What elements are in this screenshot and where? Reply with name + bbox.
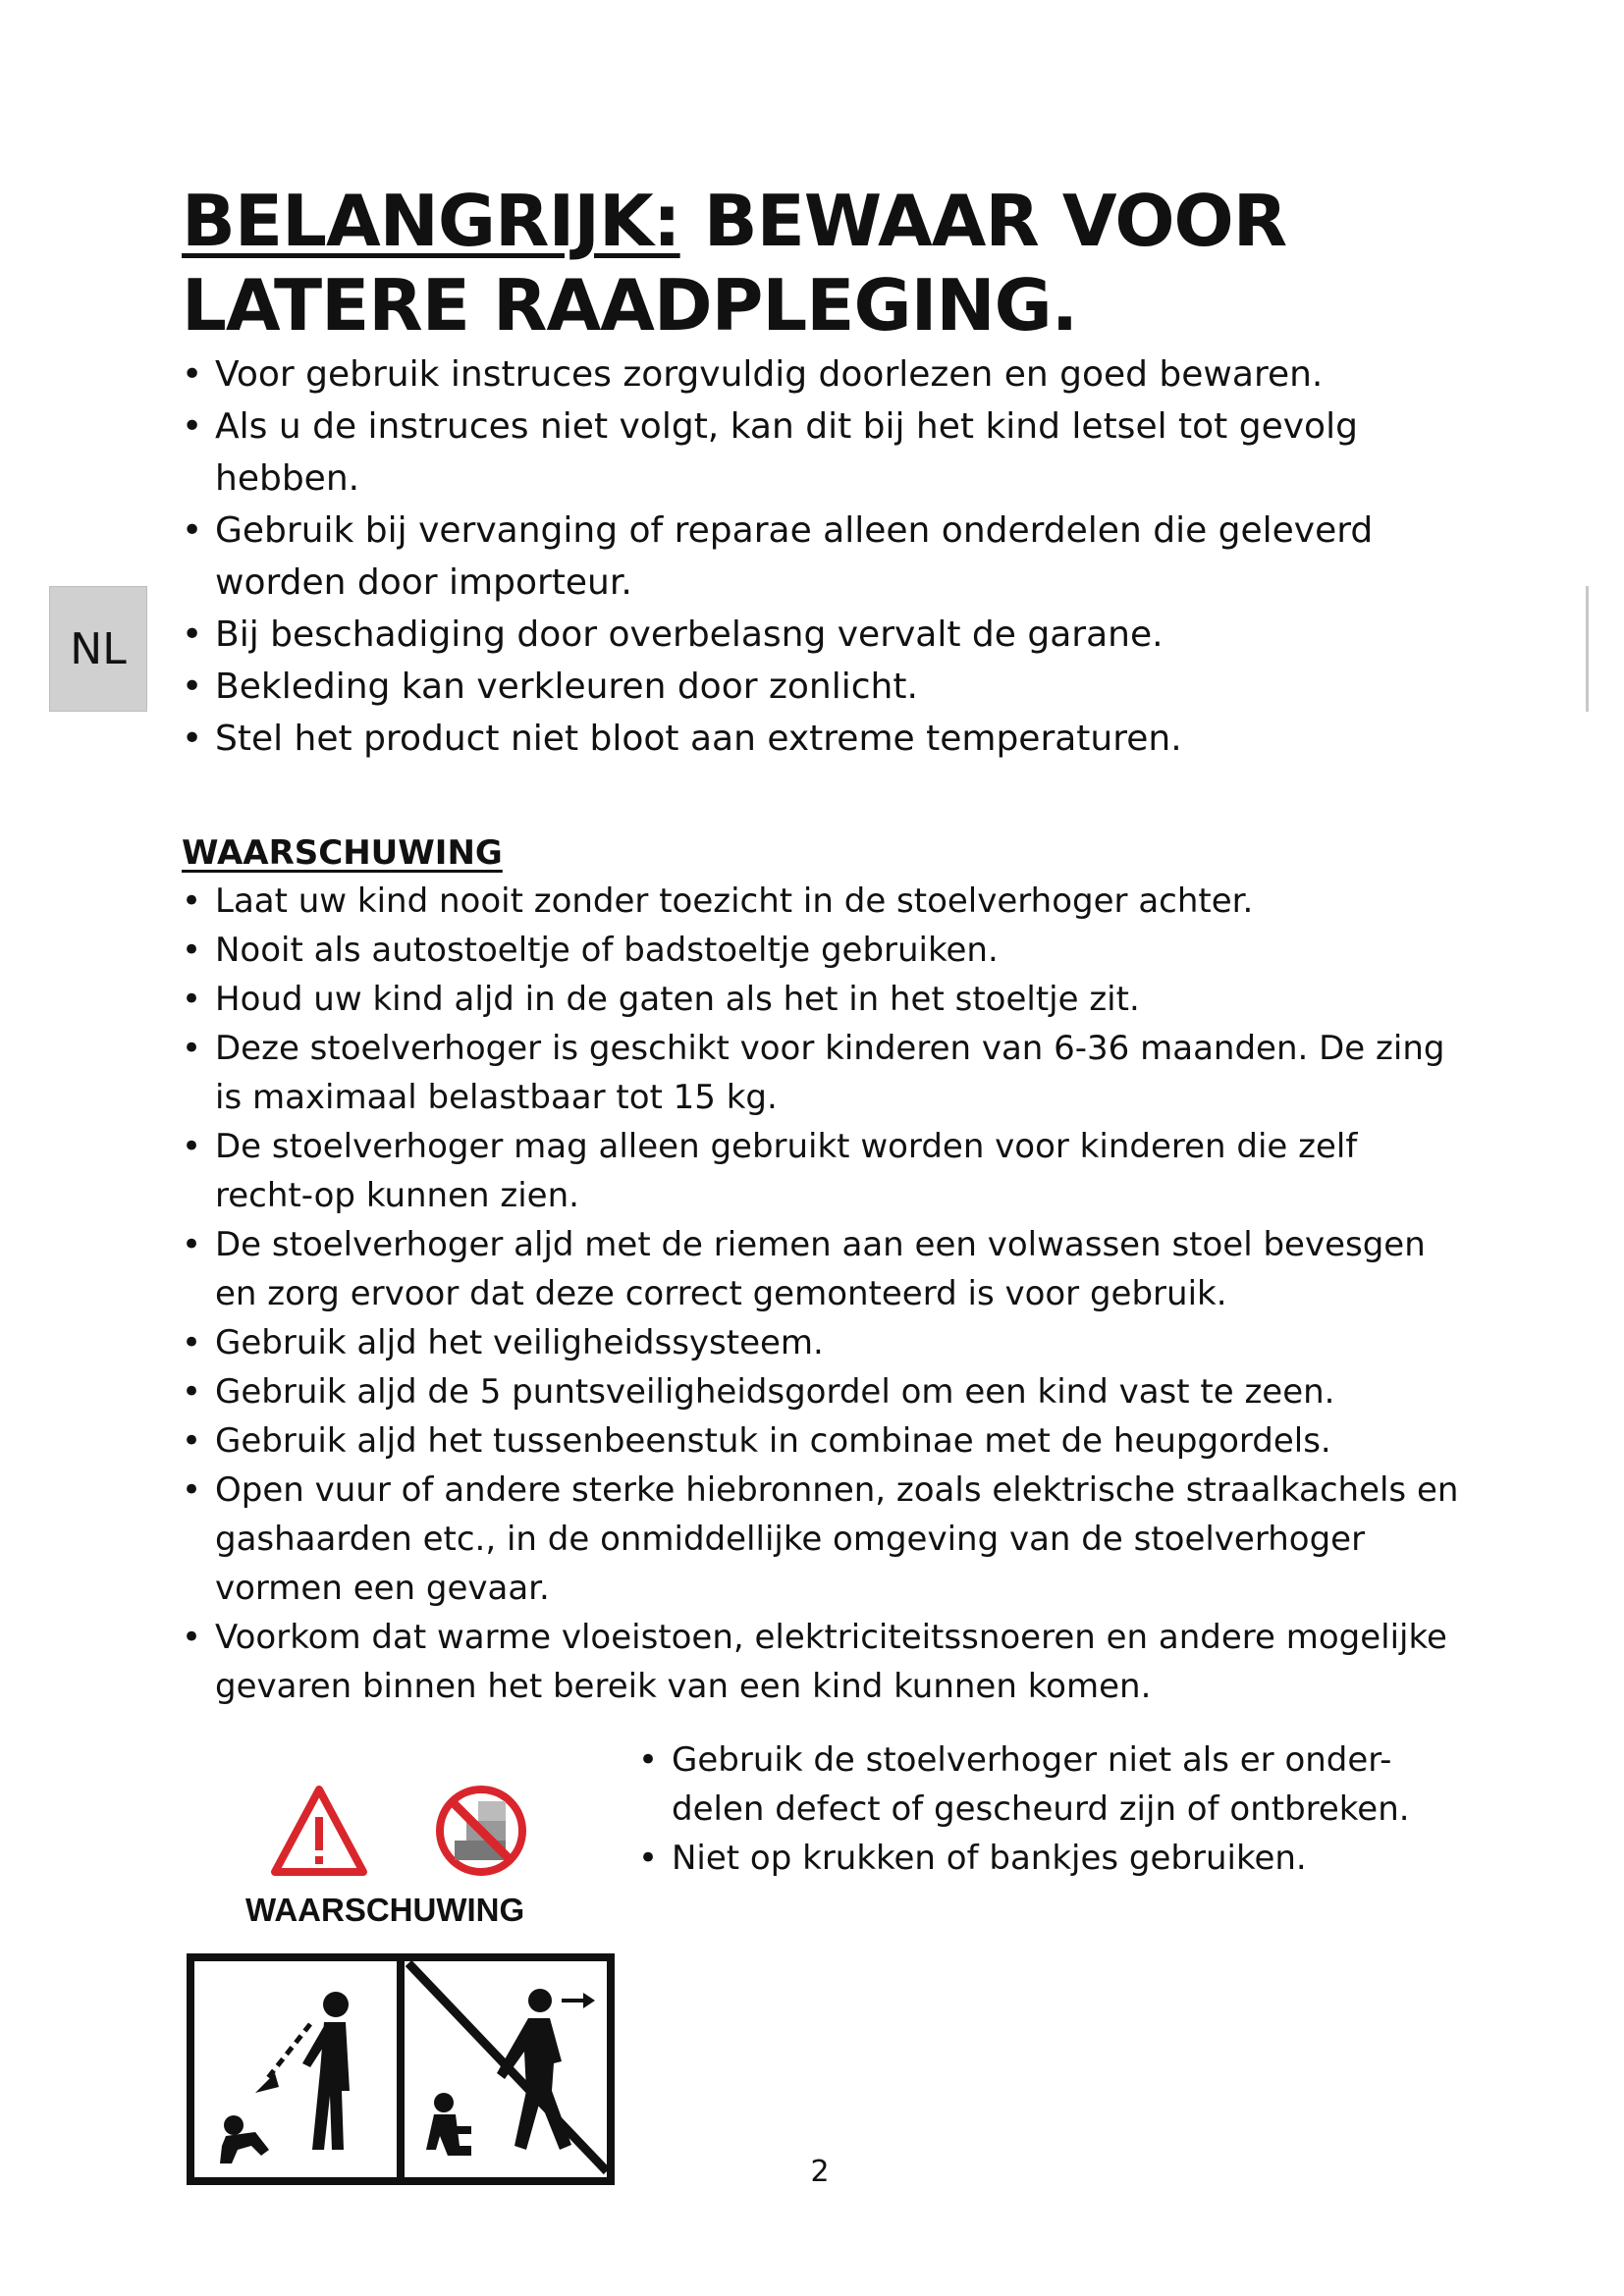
warning-extra-list	[636, 1735, 1441, 1883]
list-item: • Als u de instruces niet volgt, kan dit bij het kind letsel tot gevolg hebben.	[180, 400, 1446, 505]
list-item: • Houd uw kind aljd in de gaten als het in het stoeltje zit.	[180, 975, 1466, 1024]
list-item: • De stoelverhoger aljd met de riemen aan een volwassen stoel bevesgen en zorg ervoor dat deze correct gemonteerd is voor gebruik.	[180, 1220, 1466, 1318]
list-item: • Gebruik aljd de 5 puntsveiligheidsgordel om een kind vast te zeen.	[180, 1367, 1466, 1416]
list-item: • Stel het product niet bloot aan extreme temperaturen.	[180, 713, 1446, 765]
list-item: • Gebruik de stoelverhoger niet als er onder-delen defect of gescheurd zijn of ontbreken.	[636, 1735, 1441, 1834]
list-item: • Gebruik aljd het veiligheidssysteem.	[180, 1318, 1466, 1367]
list-item: • De stoelverhoger mag alleen gebruikt worden voor kinderen die zelf recht-op kunnen zien.	[180, 1122, 1466, 1220]
title-important: BELANGRIJK:	[182, 180, 680, 262]
warning-list	[180, 877, 1466, 1711]
warning-icons	[270, 1782, 535, 1880]
title-keep-for-reference: BEWAAR VOOR LATERE RAADPLEGING.	[182, 180, 1287, 347]
list-item: • Open vuur of andere sterke hiebronnen, zoals elektrische straalkachels en gashaarden etc., in de onmiddellijke omgeving van de stoelverhoger vormen een gevaar.	[180, 1466, 1466, 1613]
page-title	[182, 179, 1360, 347]
list-item: • Gebruik aljd het tussenbeenstuk in combinae met de heupgordels.	[180, 1416, 1466, 1466]
list-item: • Voor gebruik instruces zorgvuldig doorlezen en goed bewaren.	[180, 348, 1446, 400]
list-item: • Bij beschadiging door overbelasng vervalt de garane.	[180, 609, 1446, 661]
list-item: • Nooit als autostoeltje of badstoeltje gebruiken.	[180, 926, 1466, 975]
language-tab-label: NL	[70, 623, 127, 674]
intro-list	[180, 348, 1446, 765]
page-number: 2	[810, 2155, 830, 2189]
pictogram-warning-label: WAARSCHUWING	[245, 1892, 525, 1928]
list-item: • Bekleding kan verkleuren door zonlicht.	[180, 661, 1446, 713]
list-item: • Laat uw kind nooit zonder toezicht in de stoelverhoger achter.	[180, 877, 1466, 926]
warning-heading: WAARSCHUWING	[182, 833, 503, 873]
language-tab	[49, 586, 147, 712]
list-item: • Deze stoelverhoger is geschikt voor kinderen van 6-36 maanden. De zing is maximaal belastbaar tot 15 kg.	[180, 1024, 1466, 1122]
no-stool-icon	[440, 1789, 522, 1872]
warning-pictograms	[187, 1953, 615, 2185]
list-item: • Niet op krukken of bankjes gebruiken.	[636, 1834, 1441, 1883]
warning-triangle-icon	[275, 1789, 363, 1872]
page-edge-marker	[1586, 586, 1589, 712]
list-item: • Gebruik bij vervanging of reparae alleen onderdelen die geleverd worden door importeur.	[180, 505, 1446, 609]
list-item: • Voorkom dat warme vloeistoen, elektriciteitssnoeren en andere mogelijke gevaren binnen het bereik van een kind kunnen komen.	[180, 1613, 1466, 1711]
